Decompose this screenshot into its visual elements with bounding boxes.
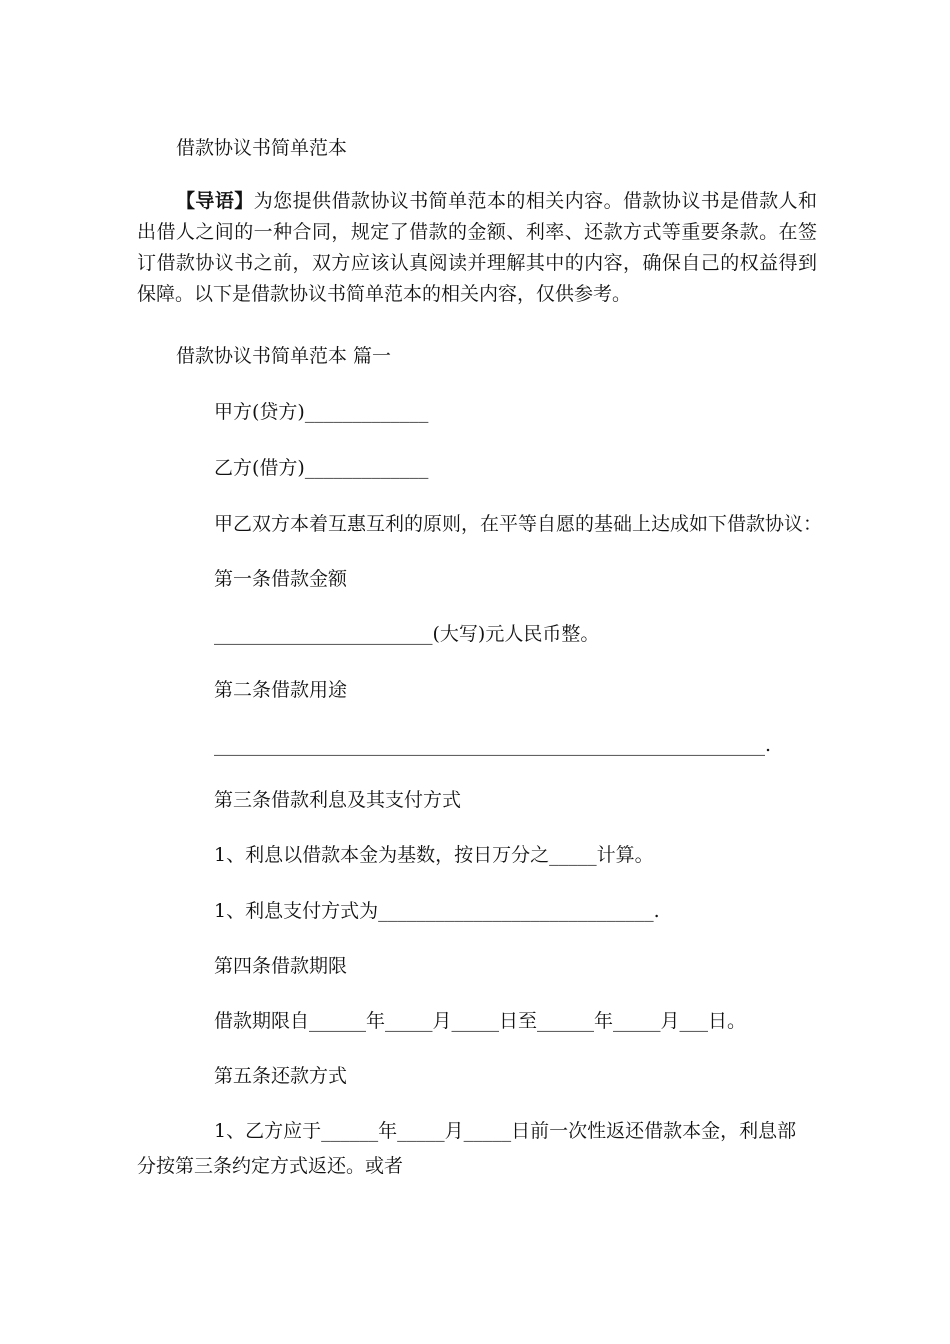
article-5-item-1-line-1: 1、乙方应于______年_____月_____日前一次性返还借款本金，利息部 bbox=[214, 1120, 797, 1142]
intro-tag: 【导语】 bbox=[176, 190, 254, 212]
article-5-item-1-line-2: 分按第三条约定方式返还。或者 bbox=[137, 1155, 404, 1177]
article-3-item-2: 1、利息支付方式为_____________________________. bbox=[214, 900, 660, 922]
article-5-heading: 第五条还款方式 bbox=[214, 1065, 348, 1087]
intro-paragraph bbox=[137, 186, 817, 310]
intro-text: 为您提供借款协议书简单范本的相关内容。借款协议书是借款人和出借人之间的一种合同，规定了借款的金额、利率、还款方式等重要条款。在签订借款协议书之前，双方应该认真阅读并理解其中的内容，确保自己的权益得到保障。以下是借款协议书简单范本的相关内容，仅供参考。 bbox=[137, 190, 817, 305]
article-3-heading: 第三条借款利息及其支付方式 bbox=[214, 789, 462, 811]
article-4-text: 借款期限自______年_____月_____日至______年_____月___日。 bbox=[214, 1010, 747, 1032]
article-2-text: __________________________________________________________. bbox=[214, 734, 772, 756]
document-title: 借款协议书简单范本 bbox=[176, 137, 348, 159]
party-a-line: 甲方(贷方)_____________ bbox=[214, 401, 429, 423]
article-2-heading: 第二条借款用途 bbox=[214, 679, 348, 701]
preamble-text: 甲乙双方本着互惠互利的原则，在平等自愿的基础上达成如下借款协议： bbox=[214, 513, 823, 535]
section-heading: 借款协议书简单范本 篇一 bbox=[176, 345, 392, 367]
article-1-heading: 第一条借款金额 bbox=[214, 568, 348, 590]
article-3-item-1: 1、利息以借款本金为基数，按日万分之_____计算。 bbox=[214, 844, 654, 866]
article-4-heading: 第四条借款期限 bbox=[214, 955, 348, 977]
article-1-text: _______________________(大写)元人民币整。 bbox=[214, 623, 600, 645]
party-b-line: 乙方(借方)_____________ bbox=[214, 457, 429, 479]
